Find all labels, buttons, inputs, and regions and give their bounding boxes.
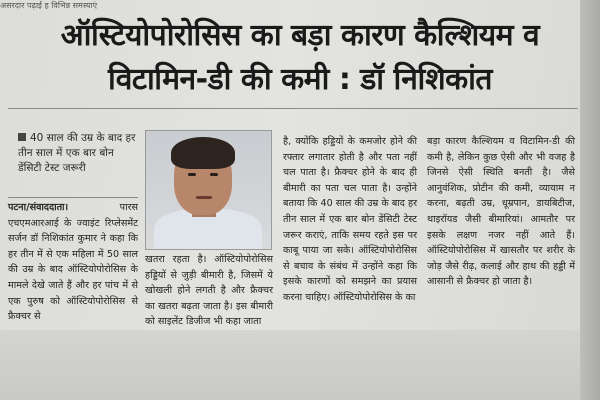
column-2 bbox=[145, 252, 273, 330]
photo-mouth bbox=[196, 196, 212, 199]
column-4 bbox=[427, 134, 575, 290]
column-1 bbox=[8, 200, 138, 325]
subhead bbox=[18, 131, 140, 176]
headline bbox=[0, 14, 600, 102]
subhead-text: 40 साल की उम्र के बाद हर तीन साल में एक बार बोन डेंसिटी टेस्ट जरूरी bbox=[18, 132, 136, 174]
page-edge-shadow bbox=[580, 0, 600, 400]
column-4-text: बड़ा कारण कैल्शियम व विटामिन-डी की कमी है, लेकिन कुछ ऐसी और भी वजह है जिनसे ऐसी स्थिति बनती है। जैसे आनुवंशिक, प्रोटीन की कमी, व्यायाम न करना, बढ़ती उम्र, धूम्रपान, डायबिटीज, थाइरॉयड जैसी बीमारियां। आमतौर पर इसके लक्षण नजर नहीं आते हैं। ऑस्टियोपोरोसिस में खासतौर पर शरीर के जोड़ जैसे रीढ़, कलाई और हाथ की हड्डी में आसानी से फ्रैक्चर हो जाता है। bbox=[427, 136, 575, 288]
photo-hair bbox=[171, 137, 235, 169]
subhead-divider bbox=[8, 197, 138, 198]
column-3 bbox=[283, 134, 417, 306]
photo-eye-left bbox=[188, 173, 196, 176]
headline-line-1: ऑस्टियोपोरोसिस का बड़ा कारण कैल्शियम व bbox=[60, 18, 540, 53]
headline-divider bbox=[8, 108, 578, 109]
doctor-photo bbox=[145, 130, 272, 250]
page-bottom-margin bbox=[0, 330, 600, 400]
column-2-text: खतरा रहता है। ऑस्टियोपोरोसिस हड्डियों से जुड़ी बीमारी है, जिसमें ये खोखली होने लगती है और फ्रैक्चर का खतरा बढ़ता जाता है। इस बीमारी को साइलेंट डिजीज भी कहा जाता bbox=[145, 254, 273, 328]
bullet-icon bbox=[18, 133, 26, 141]
photo-eye-right bbox=[210, 173, 218, 176]
dateline: पटना/संवाददाता। bbox=[8, 202, 69, 213]
headline-line-2: विटामिन-डी की कमी : डॉ निशिकांत bbox=[107, 62, 493, 97]
top-strip-text: असरदार पढ़ाई ह विभिन्न समस्याएं bbox=[0, 1, 98, 10]
column-1-text: पारस एचएमआरआई के ज्वाइंट रिप्लेसमेंट सर्जन डॉ निशिकांत कुमार ने कहा कि हर तीन में से एक महिला में 50 साल की उम्र के बाद ऑस्टियोपोरोसिस के मामले देखे जाते हैं और हर पांच में से एक पुरुष को ऑस्टियोपोरोसिस से फ्रैक्चर से bbox=[8, 202, 138, 323]
column-3-text: है, क्योंकि हड्डियों के कमजोर होने की रफ्तार लगातार होती है और पता नहीं चल पाता है। फ्रैक्चर होने के बाद ही बीमारी का पता चल पाता है। उन्होंने बताया कि 40 साल की उम्र के बाद हर तीन साल में एक बार बोन डेंसिटी टेस्ट जरूर कराएं, ताकि समय रहते इस पर काबू पाया जा सके। ऑस्टियोपोरोसिस से बचाव के संबंध में उन्होंने कहा कि इसके कारणों को समझने का प्रयास करना चाहिए। ऑस्टियोपोरोसिस के का bbox=[283, 136, 417, 303]
